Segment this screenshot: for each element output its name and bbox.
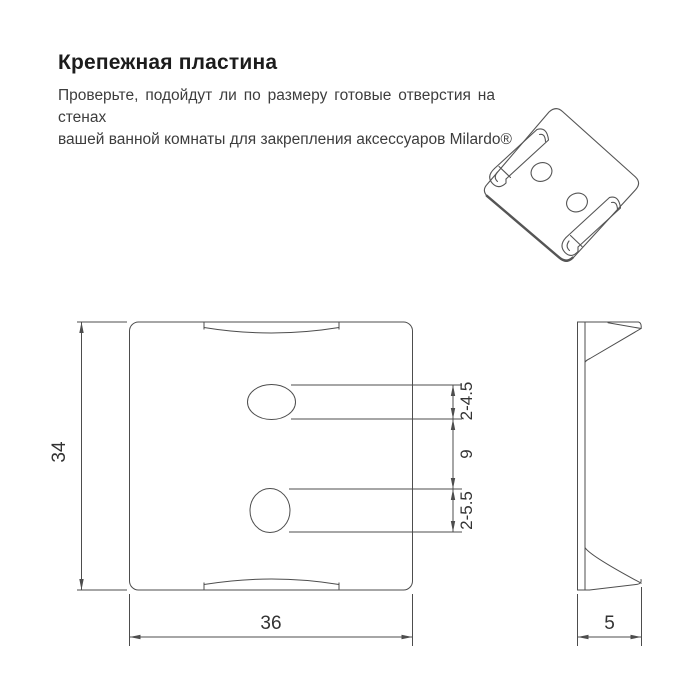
dim-arrow-down (79, 579, 83, 590)
iso-plate-outline (484, 109, 638, 262)
iso-hook-fold-line (571, 236, 583, 247)
dim-label-hole-top: 2-4.5 (457, 381, 476, 421)
front-hole-top (248, 385, 296, 420)
side-view (578, 322, 642, 590)
iso-slot-end-cap-inner (540, 134, 546, 141)
iso-hook-scoop-inner (567, 241, 569, 251)
iso-slot-end-cap-inner (612, 202, 618, 209)
dim-arrow-down (451, 408, 455, 419)
dim-label-hole-bottom: 2-5.5 (457, 491, 476, 530)
front-bottom-notch-arc (204, 579, 339, 585)
iso-slot-inner-edge (506, 140, 549, 179)
dim-arrow-down (451, 478, 455, 489)
iso-hook-fold-line (499, 167, 511, 178)
description-line-2: вашей ванной комнаты для закрепления аксессуаров Milardo® (58, 131, 512, 148)
side-top-hook-diagonal (585, 329, 641, 362)
dim-arrow-up (451, 419, 455, 430)
description-line-1: Проверьте, подойдут ли по размеру готовые отверстия на стенах (58, 87, 495, 126)
dim-height (77, 322, 127, 590)
side-bottom-hook-diagonal (585, 548, 641, 584)
dim-arrow-left (130, 635, 141, 639)
dim-label-height: 34 (49, 441, 70, 463)
dim-arrow-up (451, 385, 455, 396)
dim-arrow-down (451, 521, 455, 532)
iso-slot-inner-edge (578, 208, 621, 247)
isometric-view (484, 109, 638, 262)
dim-arrow-left (578, 635, 589, 639)
dim-holes (289, 385, 462, 532)
dim-arrow-up (79, 322, 83, 333)
iso-hook-slot-top-left (490, 129, 549, 187)
front-view (130, 322, 413, 590)
iso-hook-slot-bottom-right (562, 197, 621, 255)
iso-slot-outer-edge (495, 130, 538, 169)
dim-arrow-right (402, 635, 413, 639)
page-title: Крепежная пластина (58, 51, 278, 74)
dim-arrow-right (631, 635, 642, 639)
side-bottom-hook-wedge (590, 580, 642, 591)
dim-arrow-up (451, 489, 455, 500)
front-top-notch-arc (204, 328, 339, 334)
iso-hole-top (528, 159, 555, 184)
front-hole-bottom (250, 489, 290, 533)
iso-plate-shadow-edge (487, 196, 573, 261)
side-top-hook-wedge (608, 323, 641, 329)
dim-label-depth: 5 (604, 613, 615, 634)
front-plate-outline (130, 322, 413, 590)
dim-label-hole-distance: 9 (457, 449, 476, 459)
dim-label-width: 36 (260, 613, 282, 634)
iso-hole-bottom (564, 190, 591, 215)
